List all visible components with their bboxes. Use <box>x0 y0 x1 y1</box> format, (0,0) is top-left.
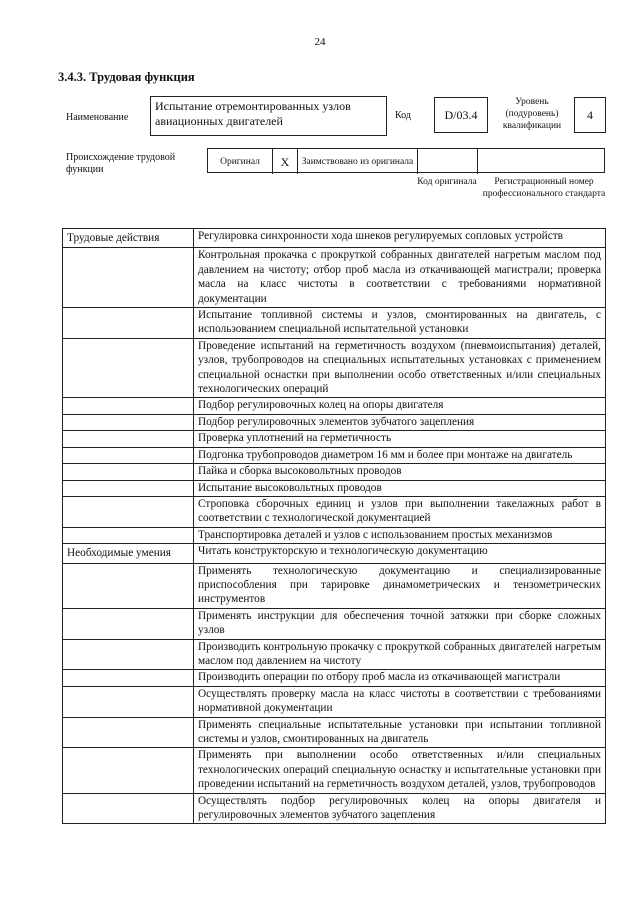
code-label: Код <box>395 110 411 121</box>
function-name: Испытание отремонтированных узлов авиационных двигателей <box>150 96 387 136</box>
code-original-caption: Код оригинала <box>417 177 477 187</box>
section-label-cont <box>63 248 194 308</box>
section-label-cont <box>63 670 194 686</box>
section-label-cont <box>63 414 194 430</box>
list-item: Испытание топливной системы и узлов, смонтированных на двигатель, с использованием специальной испытательной установки <box>194 308 606 339</box>
table-row <box>63 496 606 527</box>
origin-borrowed: Заимствовано из оригинала <box>298 149 418 174</box>
level-value: 4 <box>574 97 606 133</box>
list-item: Применять при выполнении особо ответственных и/или специальных технологических операций специальную оснастку и испытательные установки при проведении испытаний на герметичность воздухом деталей, узлов, трубопроводов <box>194 748 606 793</box>
list-item: Регулировка синхронности хода шнеков регулируемых сопловых устройств <box>194 229 606 248</box>
section-label-cont <box>63 338 194 398</box>
table-row <box>63 544 606 563</box>
level-label: Уровень (подуровень) квалификации <box>502 97 562 131</box>
list-item: Подбор регулировочных колец на опоры двигателя <box>194 398 606 414</box>
list-item: Пайка и сборка высоковольтных проводов <box>194 464 606 480</box>
section-label-cont <box>63 431 194 447</box>
table-row <box>63 480 606 496</box>
section-label-cont <box>63 447 194 463</box>
section-label: Трудовые действия <box>63 229 194 248</box>
list-item: Строповка сборочных единиц и узлов при выполнении такелажных работ в соответствии с технологической документацией <box>194 496 606 527</box>
section-label-cont <box>63 480 194 496</box>
section-title: 3.4.3. Трудовая функция <box>58 70 195 84</box>
list-item: Транспортировка деталей и узлов с использованием простых механизмов <box>194 527 606 543</box>
table-row <box>63 414 606 430</box>
table-row <box>63 639 606 670</box>
table-row <box>63 229 606 248</box>
list-item: Осуществлять проверку масла на класс чистоты в соответствии с требованиями нормативной документации <box>194 686 606 717</box>
table-row <box>63 398 606 414</box>
origin-reg-cell <box>478 149 604 174</box>
table-row <box>63 447 606 463</box>
table-row <box>63 338 606 398</box>
list-item: Проведение испытаний на герметичность воздухом (пневмоиспытания) деталей, узлов, трубопроводов на специальных испытательных установках с применением специальной оснастки при выполнении особо ответственных и/или специальных технологических операций <box>194 338 606 398</box>
section-label-cont <box>63 793 194 824</box>
table-row <box>63 527 606 543</box>
section-label-cont <box>63 308 194 339</box>
reg-number-caption: Регистрационный номер профессионального стандарта <box>482 177 606 199</box>
table-row <box>63 431 606 447</box>
name-label: Наименование <box>66 112 129 123</box>
section-label-cont <box>63 639 194 670</box>
origin-mark: X <box>273 149 298 174</box>
list-item: Применять технологическую документацию и специализированные приспособления при тарировке динамометрических и тензометрических инструментов <box>194 563 606 608</box>
section-label-cont <box>63 398 194 414</box>
section-label-cont <box>63 527 194 543</box>
table-row <box>63 686 606 717</box>
list-item: Испытание высоковольтных проводов <box>194 480 606 496</box>
list-item: Проверка уплотнений на герметичность <box>194 431 606 447</box>
section-label-cont <box>63 496 194 527</box>
code-value: D/03.4 <box>434 97 488 133</box>
table-row <box>63 717 606 748</box>
section-label-cont <box>63 686 194 717</box>
section-label: Необходимые умения <box>63 544 194 563</box>
section-label-cont <box>63 563 194 608</box>
table-row <box>63 793 606 824</box>
origin-original: Оригинал <box>208 149 273 174</box>
list-item: Применять инструкции для обеспечения точной затяжки при сборке сложных узлов <box>194 608 606 639</box>
list-item: Применять специальные испытательные установки при испытании топливной системы и узлов, смонтированных на двигатель <box>194 717 606 748</box>
list-item: Подгонка трубопроводов диаметром 16 мм и более при монтаже на двигатель <box>194 447 606 463</box>
section-label-cont <box>63 464 194 480</box>
table-row <box>63 670 606 686</box>
table-row <box>63 563 606 608</box>
page-number: 24 <box>314 36 326 48</box>
section-label-cont <box>63 717 194 748</box>
list-item: Подбор регулировочных элементов зубчатого зацепления <box>194 414 606 430</box>
table-row <box>63 308 606 339</box>
table-row <box>63 464 606 480</box>
origin-code-cell <box>418 149 478 174</box>
list-item: Читать конструкторскую и технологическую документацию <box>194 544 606 563</box>
origin-table <box>207 148 605 173</box>
list-item: Осуществлять подбор регулировочных колец на опоры двигателя и регулировочных элементов зубчатого зацепления <box>194 793 606 824</box>
section-label-cont <box>63 748 194 793</box>
section-label-cont <box>63 608 194 639</box>
list-item: Производить операции по отбору проб масла из откачивающей магистрали <box>194 670 606 686</box>
origin-label: Происхождение трудовой функции <box>66 152 176 175</box>
table-row <box>63 608 606 639</box>
function-table <box>62 228 606 824</box>
list-item: Контрольная прокачка с прокруткой собранных двигателей нагретым маслом под давлением на чистоту; отбор проб масла из откачивающей магистрали; проверка масла на класс чистоты в соответствии с требованиями нормативной документации <box>194 248 606 308</box>
table-row <box>63 248 606 308</box>
table-row <box>63 748 606 793</box>
list-item: Производить контрольную прокачку с прокруткой собранных двигателей нагретым маслом под давлением на чистоту <box>194 639 606 670</box>
